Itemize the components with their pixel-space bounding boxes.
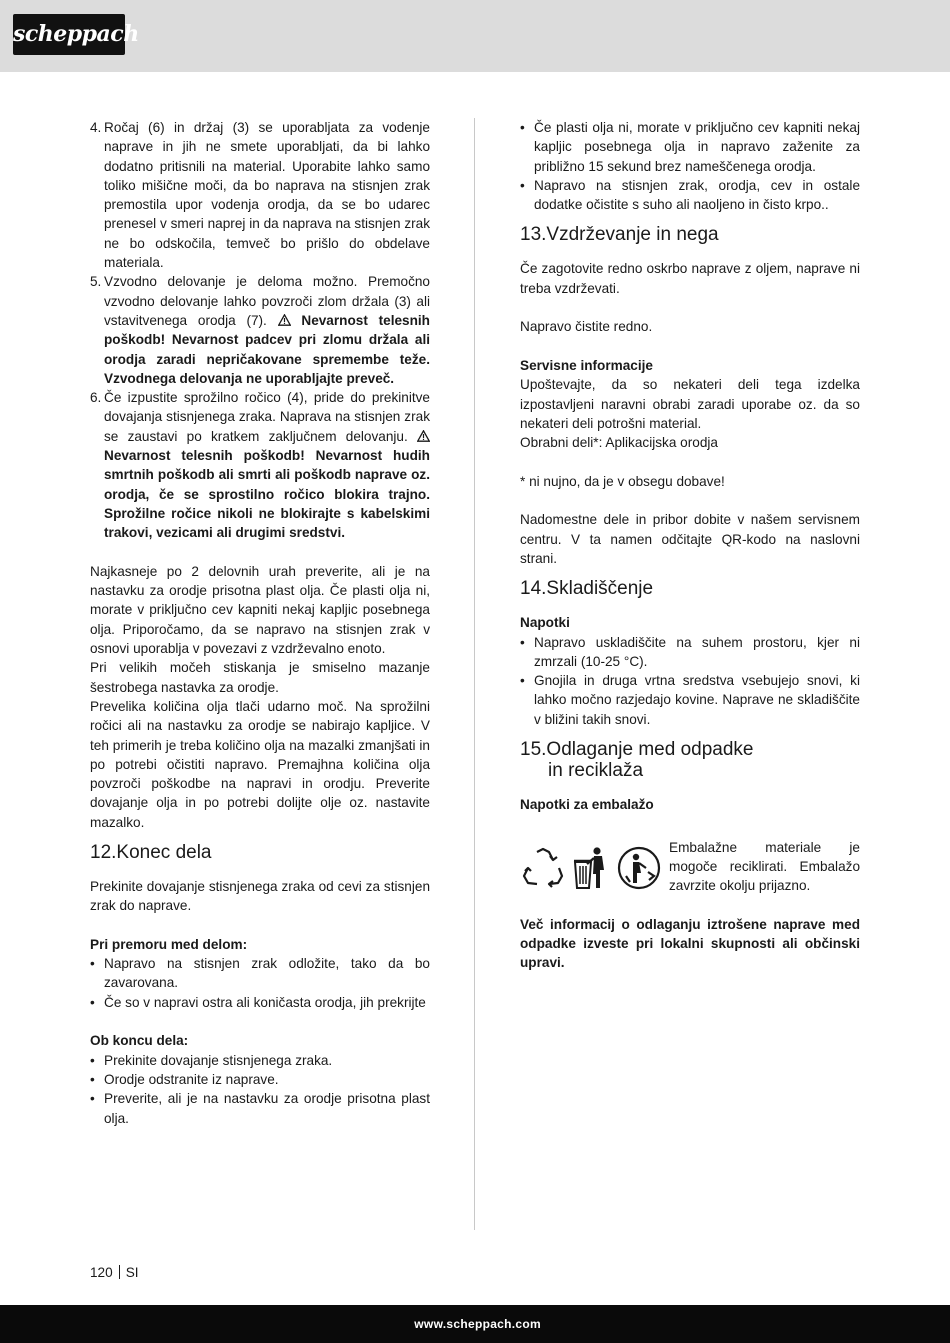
item-text: Če izpustite sprožilno ročico (4), pride do prekinitve dovajanja stisnjenega zraka. Naprava na stisnjen zrak se zaustavi po kratkem zaključnem delovanju.: [104, 390, 430, 444]
paragraph: Prekinite dovajanje stisnjenega zraka od cevi za stisnjen zrak do naprave.: [90, 878, 430, 914]
paragraph: Nadomestne dele in pribor dobite v našem servisnem centru. V ta namen odčitajte QR-kodo na naslovni strani.: [520, 512, 860, 566]
section-title-line2: in reciklaža: [548, 760, 644, 782]
paragraph: Če zagotovite redno oskrbo naprave z oljem, naprave ni treba vzdrževati.: [520, 261, 860, 296]
item-number: 4.: [90, 120, 102, 135]
item-body: [104, 272, 430, 388]
section-14-heading: [520, 568, 860, 613]
scheppach-logo: scheppach: [13, 14, 125, 55]
bullet-item: • Prekinite dovajanje stisnjenega zraka.: [90, 1052, 333, 1068]
list-item-4: [90, 118, 430, 272]
bullet-item: • Napravo uskladiščite na suhem prostoru, kjer ni zmrzali (10-25 °C).: [520, 634, 860, 669]
warning-triangle-icon: [278, 314, 291, 326]
warning-text: Nevarnost telesnih poškodb! Nevarnost hudih smrtnih poškodb ali smrti ali poškodb naprave oz. orodja, če se sprostilno ročico blokira trajno. Sprožilne ročice nikoli ne blokirajte s kabelskimi trakovi, vezicami ali drugimi sredstvi.: [104, 448, 430, 541]
subheading: Napotki za embalažo: [520, 797, 654, 813]
recycling-icon: [520, 846, 566, 890]
item-number: 5.: [90, 274, 102, 290]
subheading: Napotki: [520, 615, 570, 631]
bullet-item: • Orodje odstranite iz naprave.: [90, 1071, 279, 1087]
left-column: [90, 118, 430, 1128]
list-item-5: [90, 272, 430, 388]
paragraph: Upoštevajte, da so nekateri deli tega izdelka izpostavljeni naravni obrabi zaradi uporabe oz. da so nekateri deli potrošni material.: [520, 377, 860, 431]
section-number: 15.: [520, 739, 547, 761]
subheading: Servisne informacije: [520, 357, 653, 373]
page-number-value: 120: [90, 1265, 113, 1280]
subheading: Ob koncu dela:: [90, 1033, 189, 1049]
oil-paragraph: Najkasneje po 2 delovnih urah preverite, ali je na nastavku za orodje prisotna plast olja. Če plasti olja ni, morate v priključno cev kapniti nekaj kapljic posebnega olja. Priporočamo, da se napravo na stisnjen zrak v osnovi uporablja v povezavi z vzdrževalno enoto.: [90, 563, 430, 657]
section-title: Vzdrževanje in nega: [546, 224, 719, 246]
warning-text: Nevarnost telesnih poškodb! Nevarnost padcev pri zlomu držala ali orodja zaradi nepričakovane spremembe teže. Vzvodnega delovanja ne uporabljajte preveč.: [104, 312, 430, 386]
section-title: Skladiščenje: [546, 578, 654, 600]
packaging-text: Embalažne materiale je mogoče reciklirati. Embalažo zavrzite okolju prijazno.: [669, 839, 860, 894]
packaging-info: [520, 838, 860, 896]
bullet-item: • Če plasti olja ni, morate v priključno cev kapniti nekaj kapljic posebnega olja in napravo zaženite za približno 15 sekund brez nameščenega orodja.: [520, 120, 860, 174]
bullet-item: • Napravo na stisnjen zrak odložite, tako da bo zavarovana.: [90, 956, 430, 991]
disposal-info: Več informacij o odlaganju iztrošene naprave med odpadke izveste pri lokalni skupnosti ali občinski upravi.: [520, 916, 860, 971]
section-12-heading: [90, 832, 430, 877]
item-body: [104, 388, 430, 542]
section-title: Odlaganje med odpadke: [546, 739, 754, 761]
item-text: Vzvodno delovanje je deloma možno. Premočno vzvodno delovanje lahko povzroči zlom držala (3) ali vstavitvenega orodja (7).: [104, 274, 430, 328]
paragraph: Obrabni deli*: Aplikacijska orodja: [520, 435, 718, 451]
website-link[interactable]: www.scheppach.com: [414, 1317, 541, 1331]
section-15-heading: [520, 729, 860, 795]
trash-bin-icon: [572, 846, 610, 890]
paragraph: Napravo čistite redno.: [520, 319, 653, 335]
item-number: 6.: [90, 390, 102, 406]
recycling-symbols: [520, 838, 669, 890]
section-title: Konec dela: [116, 841, 212, 863]
recycle-person-icon: [616, 846, 662, 890]
list-item-6: [90, 388, 430, 542]
bullet-item: • Gnojila in druga vrtna sredstva vsebujejo snovi, ki lahko močno razjedajo kovine. Naprave ne skladiščite v bližini takih snovi.: [520, 673, 860, 727]
oil-paragraph: Pri velikih močeh stiskanja je smiselno mazanje šestrobega nastavka za orodje.: [90, 660, 430, 695]
oil-paragraph: Prevelika količina olja tlači udarno moč. Na sprožilni ročici ali na nastavku za orodje se nabirajo kapljice. V teh primerih je treba količino olja na mazalki zmanjšati in po potrebi očistiti napravo. Premajhna količina olja povzroči poškodbe na napravi in orodju. Preverite dovajanje olja in po potrebi dolijte olje oz. nastavite mazalko.: [90, 698, 430, 830]
right-column: [520, 118, 860, 973]
column-divider: [474, 118, 475, 1230]
section-number: 14.: [520, 578, 547, 600]
page-footer: [0, 1305, 950, 1343]
warning-triangle-icon: [417, 430, 430, 442]
bullet-item: • Napravo na stisnjen zrak, orodja, cev in ostale dodatke očistite s suho ali naoljeno in čisto krpo..: [520, 177, 860, 213]
section-13-heading: [520, 214, 860, 259]
page-number: [90, 1265, 139, 1280]
page-language: SI: [125, 1265, 139, 1280]
footnote: * ni nujno, da je v obsegu dobave!: [520, 473, 725, 489]
section-number: 13.: [520, 224, 547, 246]
bullet-item: • Preverite, ali je na nastavku za orodje prisotna plast olja.: [90, 1091, 430, 1126]
bullet-item: • Če so v napravi ostra ali koničasta orodja, jih prekrijte: [90, 994, 426, 1010]
page-header: [0, 0, 950, 72]
item-text: Ročaj (6) in držaj (3) se uporabljata za vodenje naprave in jih ne smete uporabljati, da bi lahko dodatno pritisnili na material. Uporabite lahko samo toliko mišične moči, da bo naprava na stisnjen zrak premostila upor vodenja orodja, da se bo udarec prenesel v smeri naprej in da naprava na stisnjen zrak ne bo odskočila, temveč bo prišlo do obdelave materiala.: [104, 120, 430, 271]
page-separator: [119, 1265, 120, 1279]
section-number: 12.: [90, 841, 117, 863]
subheading: Pri premoru med delom:: [90, 936, 248, 952]
